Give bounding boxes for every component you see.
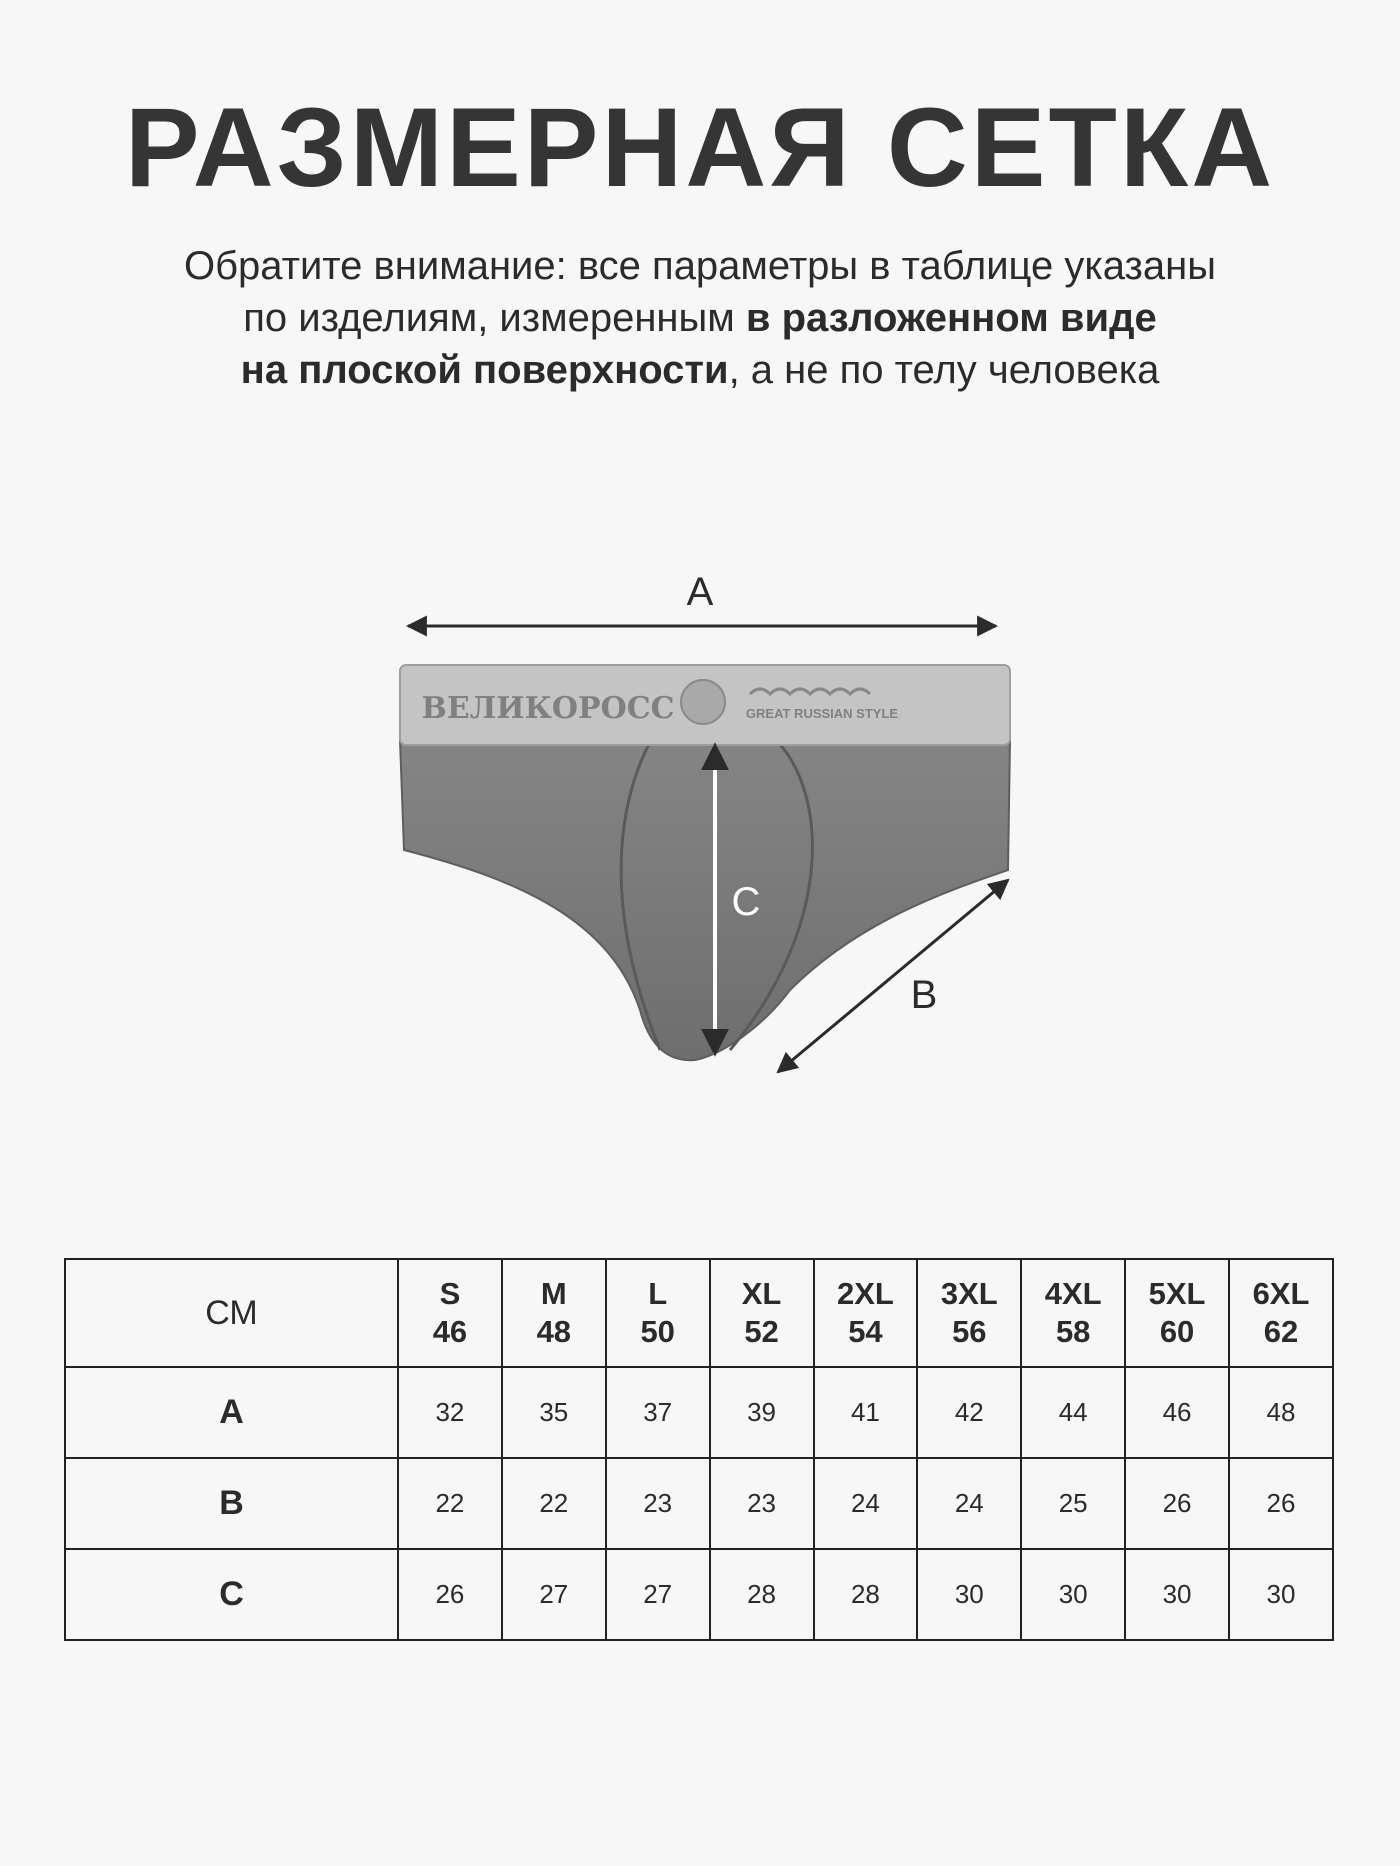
size-number: 48 [536, 1314, 572, 1349]
table-cell: 23 [606, 1458, 710, 1549]
note-line-1: Обратите внимание: все параметры в таблице указаны [184, 244, 1216, 288]
table-row [65, 1367, 1333, 1458]
table-cell: 23 [710, 1458, 814, 1549]
note-line-3-bold: на плоской поверхности [240, 348, 729, 392]
size-letter: M [540, 1276, 567, 1311]
size-header [710, 1259, 814, 1367]
row-label: A [65, 1367, 398, 1458]
size-number: 52 [744, 1314, 779, 1349]
table-cell: 32 [398, 1367, 502, 1458]
briefs-illustration [380, 560, 1030, 1090]
size-number: 46 [432, 1314, 468, 1349]
table-cell: 22 [398, 1458, 502, 1549]
size-number: 60 [1159, 1314, 1195, 1349]
size-number: 56 [952, 1314, 987, 1349]
label-c: C [731, 880, 761, 924]
size-number: 58 [1055, 1314, 1091, 1349]
table-cell: 30 [917, 1549, 1021, 1640]
size-letter: 2XL [837, 1276, 894, 1311]
size-header [502, 1259, 606, 1367]
size-header [814, 1259, 918, 1367]
size-letter: 4XL [1044, 1276, 1102, 1311]
size-header [606, 1259, 710, 1367]
note-line-2-bold: в разложенном виде [745, 296, 1157, 340]
table-cell: 22 [502, 1458, 606, 1549]
table-cell: 24 [814, 1458, 918, 1549]
waistband-brand-text: ВЕЛИКОРОСС [421, 691, 675, 726]
table-cell: 24 [917, 1458, 1021, 1549]
table-row [65, 1549, 1333, 1640]
table-cell: 27 [502, 1549, 606, 1640]
label-b: B [910, 973, 938, 1017]
table-cell: 44 [1021, 1367, 1125, 1458]
size-header [1229, 1259, 1333, 1367]
size-letter: 5XL [1148, 1276, 1206, 1311]
table-header-row [65, 1259, 1333, 1367]
table-cell: 30 [1125, 1549, 1229, 1640]
size-letter: 3XL [940, 1276, 998, 1311]
size-letter: XL [741, 1276, 782, 1311]
table-cell: 48 [1229, 1367, 1333, 1458]
waistband-tagline: GREAT RUSSIAN STYLE [745, 706, 899, 721]
size-header [398, 1259, 502, 1367]
table-cell: 26 [1125, 1458, 1229, 1549]
row-label: B [65, 1458, 398, 1549]
size-number: 62 [1263, 1314, 1299, 1349]
table-cell: 26 [1229, 1458, 1333, 1549]
table-cell: 27 [606, 1549, 710, 1640]
label-a: A [686, 570, 714, 614]
size-letter: S [439, 1276, 461, 1311]
table-cell: 28 [814, 1549, 918, 1640]
size-header [1021, 1259, 1125, 1367]
table-cell: 42 [917, 1367, 1021, 1458]
note-line-3-plain: , а не по телу человека [728, 348, 1160, 392]
size-table [64, 1258, 1334, 1641]
size-number: 50 [640, 1314, 675, 1349]
table-cell: 35 [502, 1367, 606, 1458]
table-row [65, 1458, 1333, 1549]
table-cell: 30 [1021, 1549, 1125, 1640]
size-number: 54 [848, 1314, 883, 1349]
unit-header: СМ [65, 1259, 398, 1367]
table-cell: 26 [398, 1549, 502, 1640]
size-letter: L [648, 1276, 668, 1311]
table-cell: 30 [1229, 1549, 1333, 1640]
table-cell: 39 [710, 1367, 814, 1458]
measurement-note [0, 240, 1400, 396]
table-cell: 37 [606, 1367, 710, 1458]
size-letter: 6XL [1252, 1276, 1310, 1311]
table-cell: 41 [814, 1367, 918, 1458]
knight-emblem-icon [681, 680, 725, 724]
page-title: РАЗМЕРНАЯ СЕТКА [124, 85, 1276, 210]
table-cell: 46 [1125, 1367, 1229, 1458]
table-cell: 25 [1021, 1458, 1125, 1549]
table-cell: 28 [710, 1549, 814, 1640]
size-header [1125, 1259, 1229, 1367]
note-line-2-plain: по изделиям, измеренным [243, 296, 746, 340]
row-label: C [65, 1549, 398, 1640]
size-header [917, 1259, 1021, 1367]
